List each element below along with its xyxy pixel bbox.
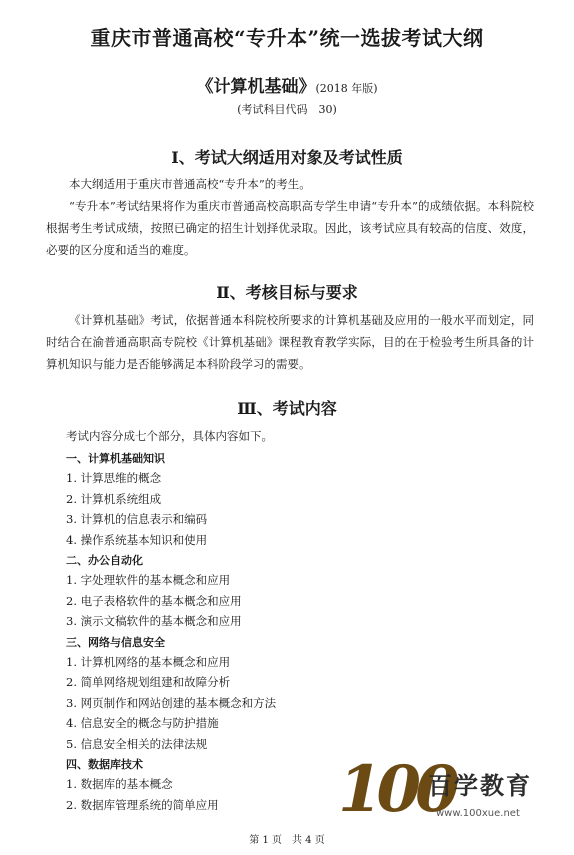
logo-url: www.100xue.net — [436, 808, 520, 819]
outline-heading: 一、计算机基础知识 — [66, 452, 165, 465]
list-item: 2. 计算机系统组成 — [66, 491, 162, 506]
subject-name: 《计算机基础》 — [196, 77, 316, 97]
logo-number: 100 — [338, 752, 454, 827]
paragraph: “专升本”考试结果将作为重庆市普通高校高职高专学生申请“专升本”的成绩依据。本科院校根据考生考试成绩，按照已确定的招生计划择优录取。因此，该考试应具有较高的信度、效度，必要的区分度和适当的难度。 — [46, 199, 534, 257]
page-footer: 第 1 页 共 4 页 — [249, 835, 325, 846]
outline-heading: 二、办公自动化 — [66, 554, 143, 567]
section-heading-1: Ⅰ、考试大纲适用对象及考试性质 — [171, 148, 403, 167]
subject-code: (考试科目代码 30) — [237, 103, 337, 116]
list-item: 1. 计算机网络的基本概念和应用 — [66, 655, 231, 669]
list-item: 5. 信息安全相关的法律法规 — [66, 736, 208, 751]
edition-label: (2018 年版) — [315, 82, 378, 95]
list-item: 2. 简单网络规划组建和故障分析 — [66, 675, 231, 690]
section-heading-3: Ⅲ、考试内容 — [237, 399, 337, 418]
section-heading-2: Ⅱ、考核目标与要求 — [216, 283, 358, 302]
list-item: 1. 计算思维的概念 — [66, 471, 162, 486]
outline-heading: 四、数据库技术 — [66, 758, 143, 771]
paragraph: 《计算机基础》考试，依据普通本科院校所要求的计算机基础及应用的一般水平而划定，同时结合在渝普通高职高专院校《计算机基础》课程教育教学实际，目的在于检验考生所具备的计算机知识与能力是否能够满足本科阶段学习的需要。 — [46, 313, 534, 371]
list-item: 3. 网页制作和网站创建的基本概念和方法 — [66, 695, 277, 710]
subject-line — [0, 72, 574, 97]
list-item: 1. 数据库的基本概念 — [66, 777, 173, 792]
list-item: 4. 操作系统基本知识和使用 — [66, 532, 208, 547]
content-intro: 考试内容分成七个部分，具体内容如下。 — [66, 429, 273, 443]
outline-heading: 三、网络与信息安全 — [66, 635, 165, 649]
document-title: 重庆市普通高校“专升本”统一选拔考试大纲 — [90, 26, 484, 50]
paragraph: 本大纲适用于重庆市普通高校“专升本”的考生。 — [69, 177, 311, 191]
section-1-body — [46, 173, 534, 261]
section-2-body — [46, 309, 534, 375]
list-item: 4. 信息安全的概念与防护措施 — [66, 716, 219, 731]
list-item: 3. 演示文稿软件的基本概念和应用 — [66, 614, 242, 629]
watermark-logo — [338, 752, 538, 842]
list-item: 2. 数据库管理系统的简单应用 — [66, 797, 219, 812]
list-item: 2. 电子表格软件的基本概念和应用 — [66, 593, 242, 608]
list-item: 3. 计算机的信息表示和编码 — [66, 512, 208, 527]
list-item: 1. 字处理软件的基本概念和应用 — [66, 573, 231, 588]
logo-name: 百学教育 — [428, 772, 532, 800]
